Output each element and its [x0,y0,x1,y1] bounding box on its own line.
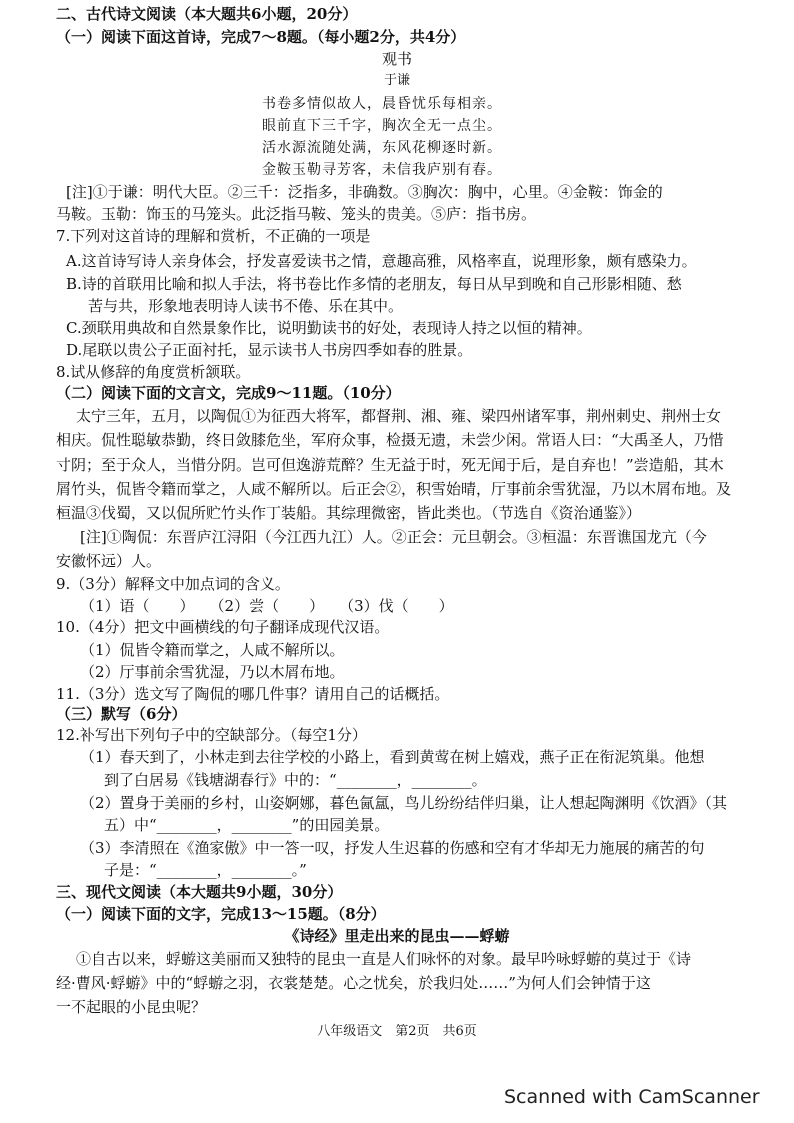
classical-text-line: 屑竹头，侃皆令籍而掌之，人咸不解所以。后正会②，积雪始晴，厅事前余雪犹湿，乃以木屑布地。及 [56,480,732,498]
question-9-items: （1）语（ ） （2）尝（ ） （3）伐（ ） [80,597,454,615]
section3-heading: 三、现代文阅读（本大题共9小题，30分） [56,883,343,901]
question-12-stem: 12.补写出下列句子中的空缺部分。（每空1分） [56,726,367,744]
section3-part1-instructions: （一）阅读下面的文字，完成13～15题。（8分） [56,905,386,923]
question-10-stem: 10.（4分）把文中画横线的句子翻译成现代汉语。 [56,618,390,636]
classical-note: 安徽怀远）人。 [56,552,162,570]
question-12-line: 五）中“________，________”的田园美景。 [104,816,390,834]
poem-line: 金鞍玉勒寻芳客，未信我庐别有春。 [262,162,502,178]
poem-author: 于谦 [383,73,410,88]
question-12-line: （1）春天到了，小林走到去往学校的小路上，看到黄莺在树上嬉戏，燕子正在衔泥筑巢。他想 [80,748,705,766]
section2-heading: 二、古代诗文阅读（本大题共6小题，20分） [56,5,358,23]
question-7-option-b-cont: 苦与共，形象地表明诗人读书不倦、乐在其中。 [88,297,404,315]
question-7-option-a: A.这首诗写诗人亲身体会，抒发喜爱读书之情，意趣高雅，风格率直，说理形象，颇有感染力。 [66,252,697,270]
poem-line: 眼前直下三千字，胸次全无一点尘。 [262,118,502,134]
question-12-line: （2）置身于美丽的乡村，山姿婀娜，暮色氤氲，鸟儿纷纷结伴归巢，让人想起陶渊明《饮酒》（其 [80,794,728,812]
poem-note: 马鞍。玉勒：饰玉的马笼头。此泛指马鞍、笼头的贵美。⑤庐：指书房。 [56,205,537,223]
poem-line: 书卷多情似故人，晨昏忧乐每相亲。 [262,96,502,112]
poem-title: 观书 [381,50,412,68]
question-12-line: 子是：“________，________。” [104,861,307,879]
question-7-stem: 7.下列对这首诗的理解和赏析，不正确的一项是 [56,227,371,245]
question-7-option-b: B.诗的首联用比喻和拟人手法，将书卷比作多情的老朋友，每日从早到晚和自己形影相随、愁 [66,275,682,293]
classical-text-line: 寸阴；至于众人，当惜分阴。岂可但逸游荒醉？生无益于时，死无闻于后，是自弃也！”尝造船，其木 [56,456,724,474]
poem-line: 活水源流随处满，东风花柳逐时新。 [262,140,502,156]
part1-instructions: （一）阅读下面这首诗，完成7～8题。（每小题2分，共4分） [56,28,466,46]
question-12-line: 到了白居易《钱塘湖春行》中的：“________，________。 [104,771,487,789]
question-9-stem: 9.（3分）解释文中加点词的含义。 [56,575,290,593]
question-10-item: （1）侃皆令籍而掌之，人咸不解所以。 [80,641,345,659]
article-paragraph-line: 经·曹风·蜉蝣》中的“蜉蝣之羽，衣裳楚楚。心之忧矣，於我归处……”为何人们会钟情于这 [56,974,651,992]
classical-note: [注]①陶侃：东晋庐江浔阳（今江西九江）人。②正会：元旦朝会。③桓温：东晋谯国龙亢（今 [80,528,707,546]
article-paragraph-line: ①自古以来，蜉蝣这美丽而又独特的昆虫一直是人们咏怀的对象。最早吟咏蜉蝣的莫过于《诗 [76,950,692,968]
poem-note: [注]①于谦：明代大臣。②三千：泛指多，非确数。③胸次：胸中，心里。④金鞍：饰金的 [66,183,663,201]
question-12-line: （3）李清照在《渔家傲》中一答一叹，抒发人生迟暮的伤感和空有才华却无力施展的痛苦的句 [80,839,705,857]
question-7-option-d: D.尾联以贵公子正面衬托，显示读书人书房四季如春的胜景。 [66,341,473,359]
classical-text-line: 太宁三年，五月，以陶侃①为征西大将军，都督荆、湘、雍、梁四州诸军事，荆州刺史、荆州士女 [76,407,722,425]
camscanner-watermark: Scanned with CamScanner [504,1086,760,1108]
classical-text-line: 桓温③伐蜀，又以侃所贮竹头作丁装船。其综理微密，皆此类也。（节选自《资治通鉴》） [56,504,642,522]
part2-instructions: （二）阅读下面的文言文，完成9～11题。（10分） [56,384,401,402]
question-7-option-c: C.颈联用典故和自然景象作比，说明勤读书的好处，表现诗人持之以恒的精神。 [66,319,592,337]
part3-instructions: （三）默写（6分） [56,705,187,723]
article-paragraph-line: 一不起眼的小昆虫呢？ [56,998,207,1016]
classical-text-line: 相庆。侃性聪敏恭勤，终日敛膝危坐，军府众事，检摄无遗，未尝少闲。常语人曰：“大禹圣人，乃惜 [56,431,724,449]
page-footer: 八年级语文 第2页 共6页 [317,1024,477,1039]
question-10-item: （2）厅事前余雪犹湿，乃以木屑布地。 [80,663,345,681]
question-8: 8.试从修辞的角度赏析颔联。 [56,363,251,381]
article-title: 《诗经》里走出来的昆虫——蜉蝣 [284,927,510,945]
question-11: 11.（3分）选文写了陶侃的哪几件事？请用自己的话概括。 [56,685,450,703]
